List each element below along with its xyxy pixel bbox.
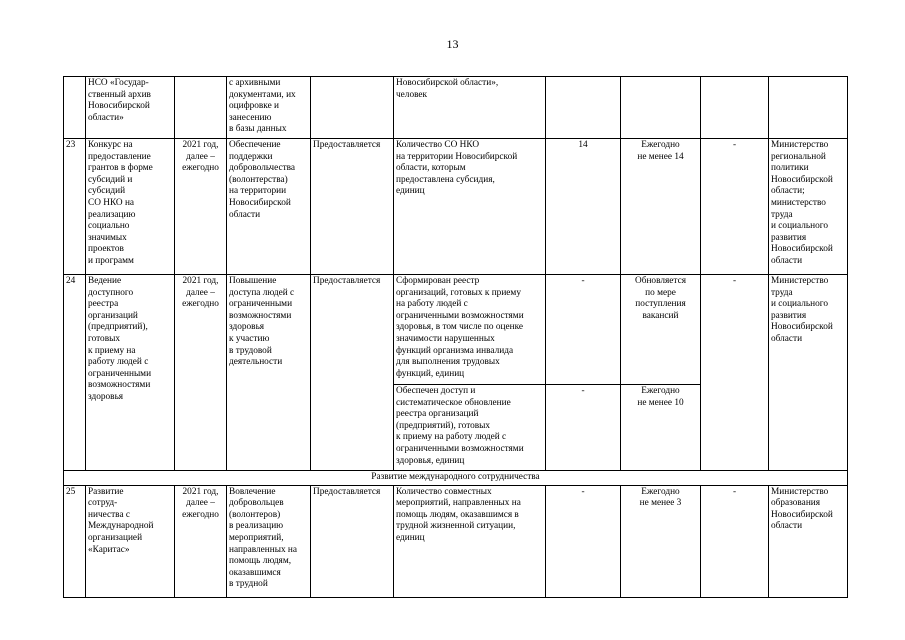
event-name-cell: Ведение доступного реестра организаций (предприятий), готовых к приему на работу людей с ограниченными возможностями здоровья: [86, 275, 175, 471]
extra-cell: -: [701, 275, 769, 471]
period-cell: 2021 год, далее – ежегодно: [175, 275, 227, 471]
status-cell: Предоставляется: [311, 275, 394, 471]
base-value-cell: -: [546, 275, 621, 385]
target-value-cell: Ежегодно не менее 14: [621, 139, 701, 275]
table-row-25: [64, 485, 848, 597]
event-goal-cell: Повышение доступа людей с ограниченными возможностями здоровья к участию в трудовой деятельности: [227, 275, 311, 471]
event-goal-cell: Вовлечение добровольцев (волонтеров) в реализацию мероприятий, направленных на помощь людям, оказавшимся в трудной: [227, 485, 311, 597]
indicator-cell: Сформирован реестр организаций, готовых к приему на работу людей с ограниченными возможностями здоровья, в том числе по оценке значимости нарушенных функций организма инвалида для выполнения трудовых функций, единиц: [394, 275, 546, 385]
event-name-cell: Конкурс на предоставление грантов в форме субсидий и субсидий СО НКО на реализацию социально значимых проектов и программ: [86, 139, 175, 275]
status-cell: Предоставляется: [311, 139, 394, 275]
base-value-cell: [546, 77, 621, 139]
page-number: 13: [446, 37, 459, 51]
period-cell: 2021 год, далее – ежегодно: [175, 139, 227, 275]
target-value-cell: Обновляется по мере поступления вакансий: [621, 275, 701, 385]
indicator-cell: Количество совместных мероприятий, направленных на помощь людям, оказавшимся в трудной жизненной ситуации, единиц: [394, 485, 546, 597]
base-value-cell: 14: [546, 139, 621, 275]
row-number-cell: [64, 77, 86, 139]
target-value-cell: Ежегодно не менее 3: [621, 485, 701, 597]
indicator-cell: Количество СО НКО на территории Новосибирской области, которым предоставлена субсидия, единиц: [394, 139, 546, 275]
event-name-cell: НСО «Государ- ственный архив Новосибирской области»: [86, 77, 175, 139]
target-value-cell: [621, 77, 701, 139]
period-cell: 2021 год, далее – ежегодно: [175, 485, 227, 597]
extra-cell: [701, 77, 769, 139]
responsible-cell: Министерство региональной политики Новосибирской области; министерство труда и социального развития Новосибирской области: [769, 139, 848, 275]
status-cell: [311, 77, 394, 139]
table-row-24: [64, 275, 848, 385]
section-title: Развитие международного сотрудничества: [64, 471, 848, 486]
table-row-23: [64, 139, 848, 275]
responsible-cell: Министерство труда и социального развития Новосибирской области: [769, 275, 848, 471]
extra-cell: -: [701, 485, 769, 597]
responsible-cell: [769, 77, 848, 139]
programme-table: [63, 76, 848, 598]
indicator-cell: Новосибирской области», человек: [394, 77, 546, 139]
indicator-cell: Обеспечен доступ и систематическое обновление реестра организаций (предприятий), готовых к приему на работу людей с ограниченными возможностями здоровья, единиц: [394, 385, 546, 471]
base-value-cell: -: [546, 385, 621, 471]
period-cell: [175, 77, 227, 139]
responsible-cell: Министерство образования Новосибирской области: [769, 485, 848, 597]
status-cell: Предоставляется: [311, 485, 394, 597]
target-value-cell: Ежегодно не менее 10: [621, 385, 701, 471]
event-goal-cell: с архивными документами, их оцифровке и занесению в базы данных: [227, 77, 311, 139]
row-number-cell: 24: [64, 275, 86, 471]
base-value-cell: -: [546, 485, 621, 597]
table-row-continuation: [64, 77, 848, 139]
event-name-cell: Развитие сотруд- ничества с Международной организацией «Каритас»: [86, 485, 175, 597]
row-number-cell: 23: [64, 139, 86, 275]
section-row: [64, 471, 848, 486]
extra-cell: -: [701, 139, 769, 275]
row-number-cell: 25: [64, 485, 86, 597]
event-goal-cell: Обеспечение поддержки добровольчества (волонтерства) на территории Новосибирской области: [227, 139, 311, 275]
